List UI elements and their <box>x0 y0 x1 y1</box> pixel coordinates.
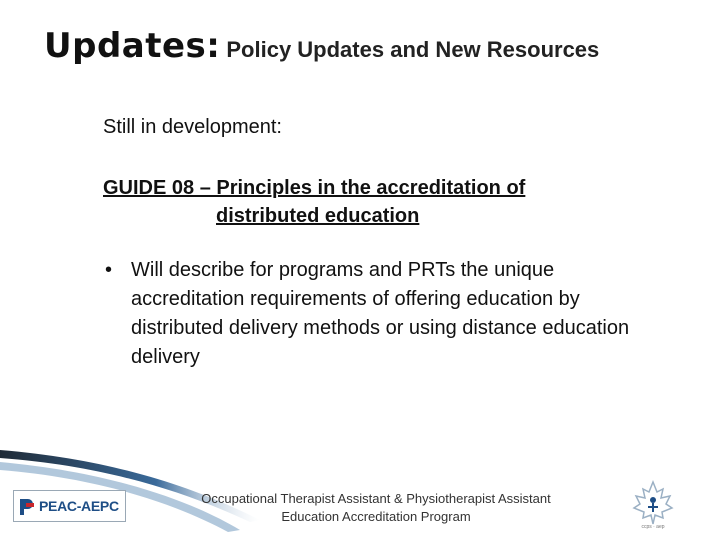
footer-line-2: Education Accreditation Program <box>281 509 471 524</box>
accreditation-maple-leaf-logo-icon <box>628 478 678 530</box>
peac-logo-mark-icon <box>18 495 36 517</box>
guide-title <box>103 174 623 230</box>
title-main: Updates: <box>44 26 221 66</box>
bullet-icon: • <box>105 259 113 281</box>
footer-line-1: Occupational Therapist Assistant & Physiotherapist Assistant <box>201 491 551 506</box>
footer-text <box>180 490 572 526</box>
slide-title <box>44 26 599 66</box>
status-text: Still in development: <box>103 116 282 138</box>
bullet-list <box>103 256 633 372</box>
bullet-text: Will describe for programs and PRTs the unique accreditation requirements of offering education by distributed delivery methods or using distance education delivery <box>131 259 630 368</box>
guide-title-line-2: distributed education <box>216 205 420 227</box>
bullet-item <box>103 256 633 372</box>
title-subtitle: Policy Updates and New Resources <box>226 37 600 62</box>
right-logo-text: ccps · aep <box>641 524 665 530</box>
guide-title-line-1: GUIDE 08 – Principles in the accreditation of <box>103 177 526 199</box>
peac-aepc-logo <box>13 490 126 522</box>
peac-logo-text: PEAC-AEPC <box>39 498 119 514</box>
